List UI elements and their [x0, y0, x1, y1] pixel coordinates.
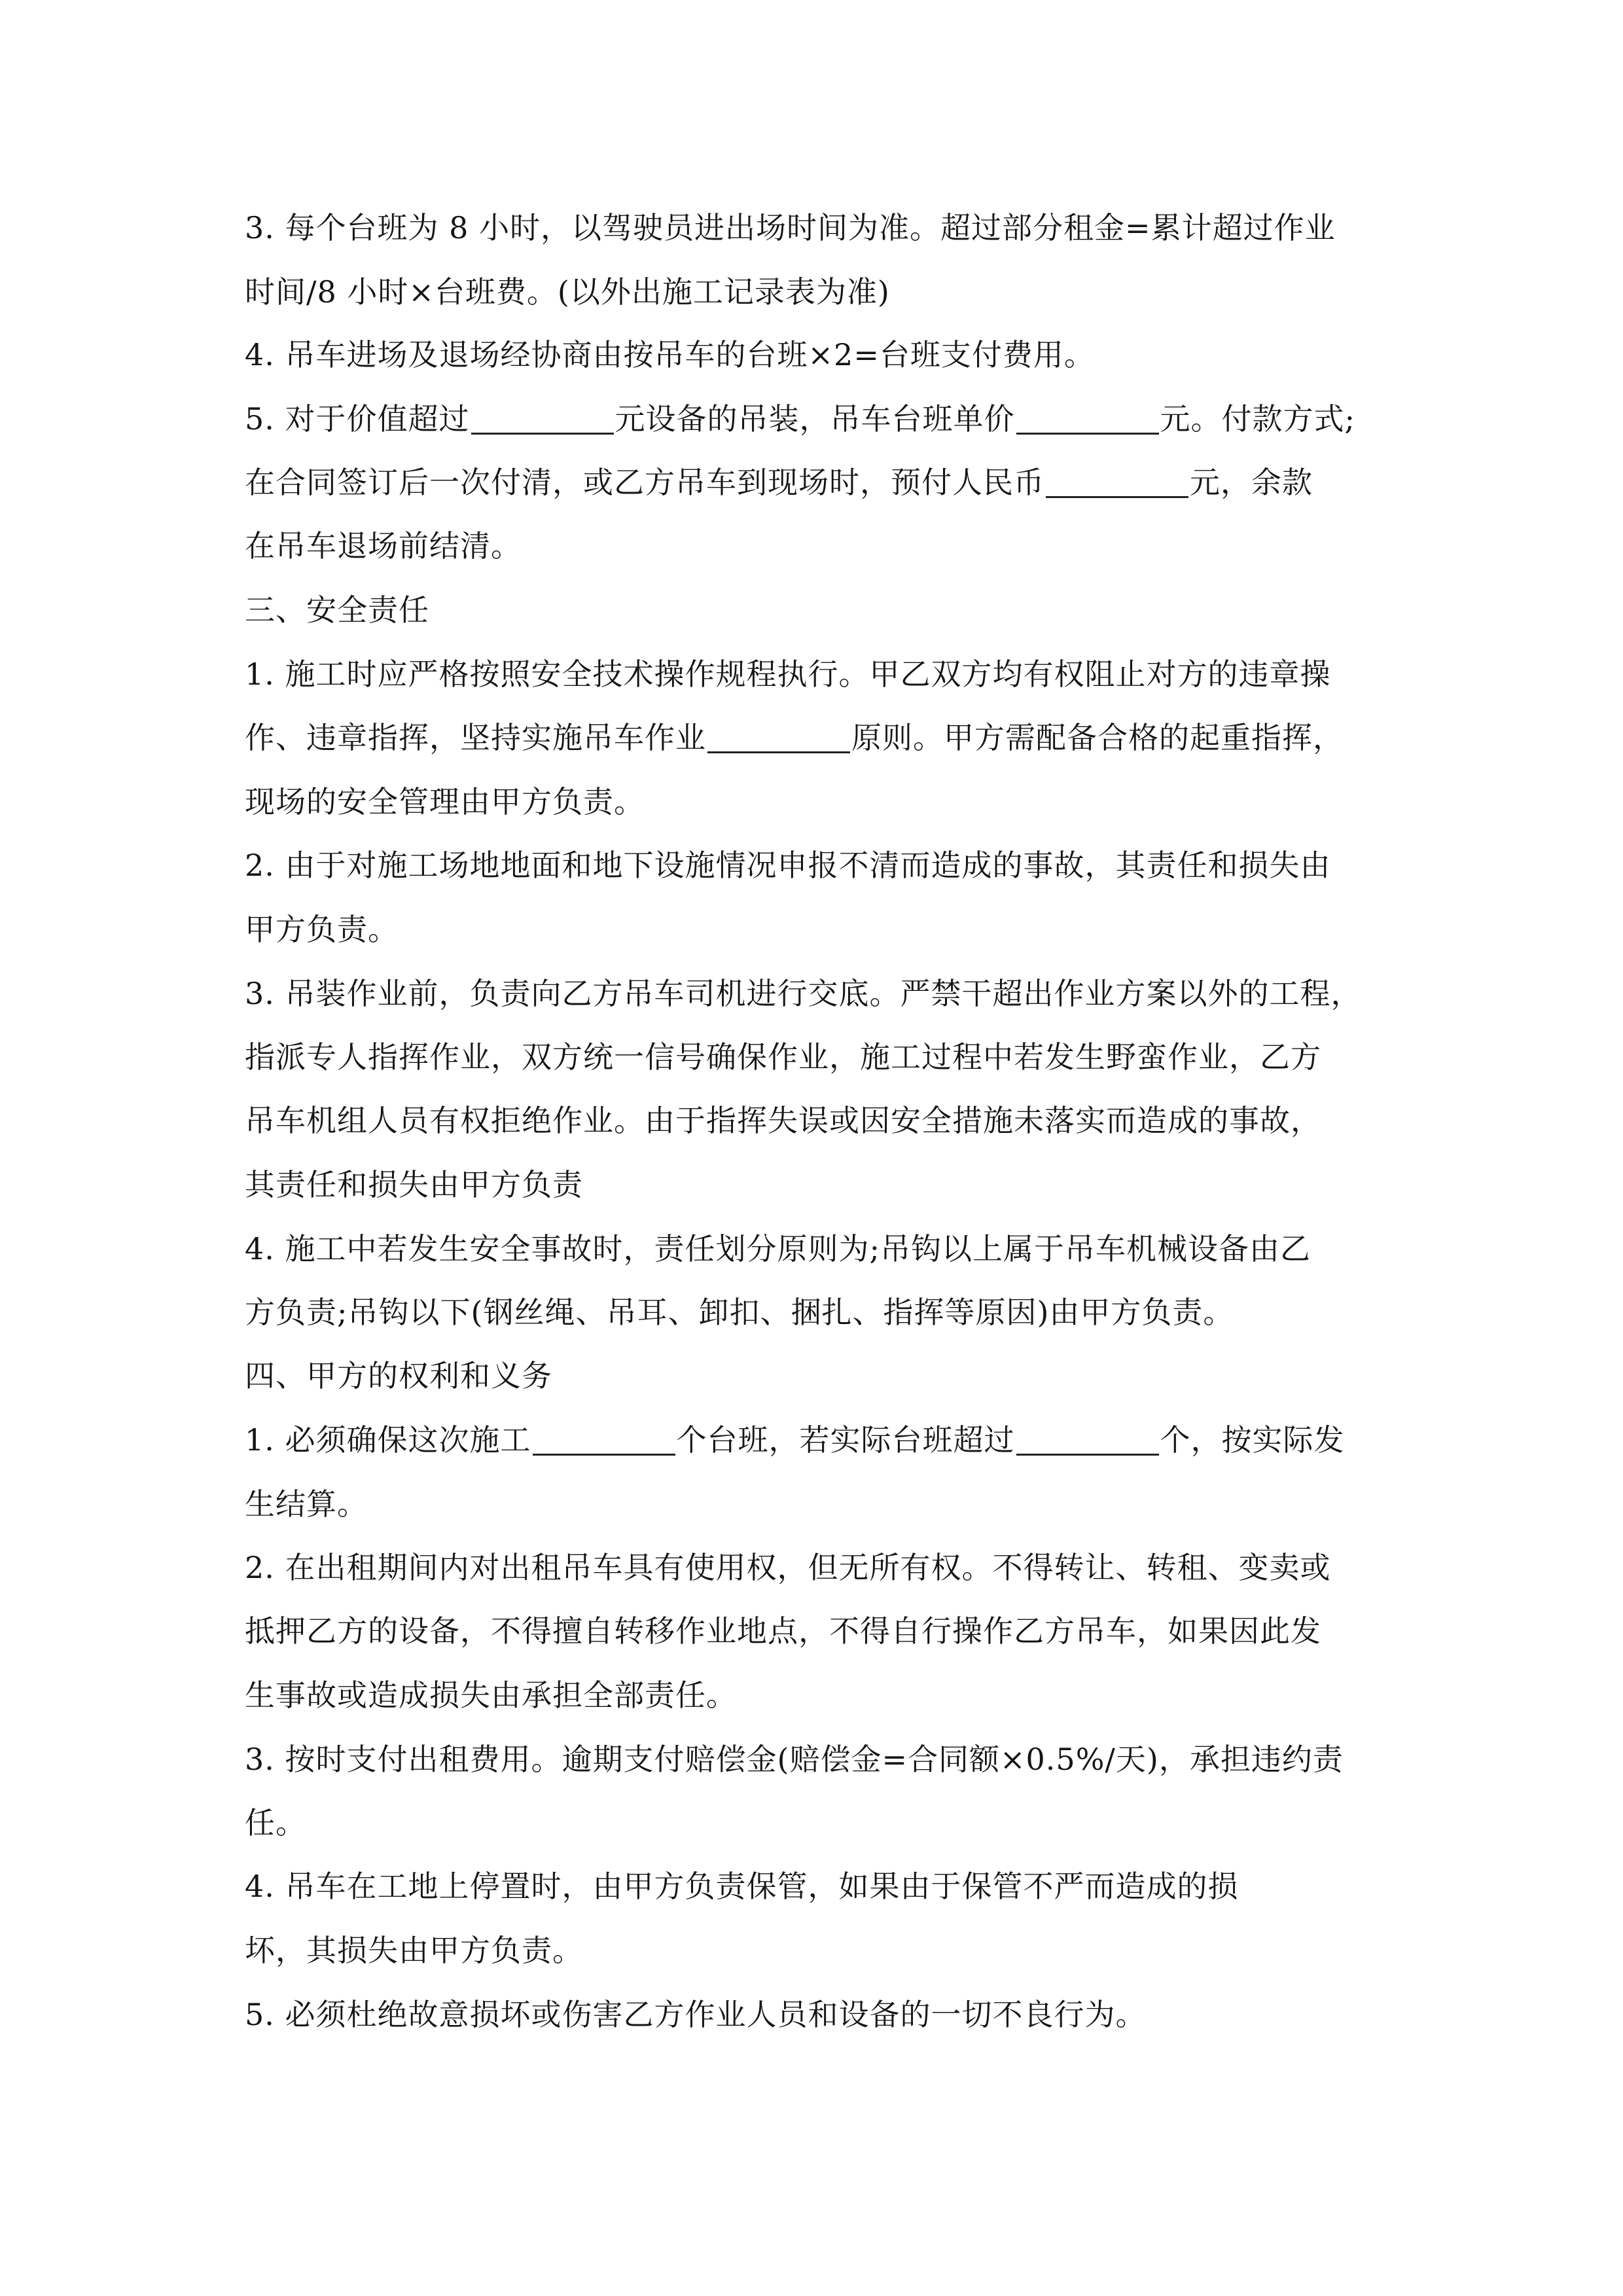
text-segment: 3. 每个台班为 8 小时，以驾驶员进出场时间为准。超过部分租金=累计超过作业 — [245, 210, 1336, 245]
fill-in-blank — [471, 403, 614, 435]
text-segment: 1. 必须确保这次施工 — [245, 1422, 531, 1458]
text-segment: 3. 吊装作业前，负责向乙方吊车司机进行交底。严禁干超出作业方案以外的工程， — [245, 976, 1362, 1011]
text-segment: 元设备的吊装，吊车台班单价 — [615, 401, 1015, 437]
fill-in-blank — [533, 1424, 675, 1456]
text-line — [245, 1419, 1345, 1461]
text-line — [245, 1547, 1331, 1588]
text-segment: 指派专人指挥作业，双方统一信号确保作业，施工过程中若发生野蛮作业，乙方 — [245, 1039, 1321, 1075]
text-segment: 三、安全责任 — [245, 592, 429, 628]
text-segment: 坏，其损失由甲方负责。 — [245, 1933, 583, 1968]
text-line — [245, 1291, 1234, 1333]
text-line — [245, 271, 890, 313]
text-line — [245, 334, 1095, 376]
text-segment: 时间/8 小时×台班费。(以外出施工记录表为准) — [245, 274, 890, 310]
text-line — [245, 1610, 1321, 1652]
text-line — [245, 1738, 1344, 1780]
text-segment: 5. 必须杜绝故意损坏或伤害乙方作业人员和设备的一切不良行为。 — [245, 1997, 1147, 2032]
text-segment: 四、甲方的权利和义务 — [245, 1358, 552, 1393]
text-segment: 4. 吊车进场及退场经协商由按吊车的台班×2=台班支付费用。 — [245, 337, 1095, 372]
text-segment: 4. 施工中若发生安全事故时，责任划分原则为;吊钩以上属于吊车机械设备由乙 — [245, 1231, 1311, 1266]
text-segment: 其责任和损失由甲方负责 — [245, 1167, 583, 1202]
text-segment: 吊车机组人员有权拒绝作业。由于指挥失误或因安全措施未落实而造成的事故， — [245, 1103, 1321, 1138]
text-segment: 任。 — [245, 1805, 306, 1840]
text-line — [245, 973, 1362, 1014]
fill-in-blank — [1046, 466, 1188, 498]
text-segment: 在吊车退场前结清。 — [245, 528, 522, 564]
text-segment: 个，按实际发 — [1160, 1422, 1345, 1458]
text-segment: 4. 吊车在工地上停置时，由甲方负责保管，如果由于保管不严而造成的损 — [245, 1869, 1239, 1904]
text-line — [245, 461, 1313, 503]
text-line — [245, 1036, 1321, 1078]
fill-in-blank — [707, 721, 850, 753]
section-heading — [245, 589, 429, 631]
text-segment: 2. 在出租期间内对出租吊车具有使用权，但无所有权。不得转让、转租、变卖或 — [245, 1550, 1331, 1585]
text-line — [245, 398, 1355, 440]
text-segment: 生事故或造成损失由承担全部责任。 — [245, 1677, 737, 1713]
text-segment: 生结算。 — [245, 1486, 368, 1522]
text-segment: 原则。甲方需配备合格的起重指挥， — [851, 720, 1344, 755]
text-segment: 作、违章指挥，坚持实施吊车作业 — [245, 720, 706, 755]
text-line — [245, 781, 645, 823]
text-segment: 个台班，若实际台班超过 — [676, 1422, 1015, 1458]
text-segment: 元，余款 — [1190, 465, 1313, 500]
section-heading — [245, 1355, 552, 1397]
text-segment: 方负责;吊钩以下(钢丝绳、吊耳、卸扣、捆扎、指挥等原因)由甲方负责。 — [245, 1295, 1234, 1330]
text-line — [245, 1100, 1321, 1141]
text-line — [245, 1483, 368, 1525]
text-line — [245, 1228, 1311, 1270]
text-line — [245, 1929, 583, 1971]
text-line — [245, 207, 1336, 249]
text-line — [245, 717, 1344, 759]
text-line — [245, 908, 399, 950]
text-segment: 2. 由于对施工场地地面和地下设施情况申报不清而造成的事故，其责任和损失由 — [245, 848, 1331, 883]
text-segment: 在合同签订后一次付清，或乙方吊车到现场时，预付人民币 — [245, 465, 1044, 500]
text-line — [245, 1674, 737, 1716]
text-line — [245, 653, 1331, 695]
text-line — [245, 525, 522, 567]
text-line — [245, 1802, 306, 1844]
text-segment: 抵押乙方的设备，不得擅自转移作业地点，不得自行操作乙方吊车，如果因此发 — [245, 1613, 1321, 1649]
text-segment: 3. 按时支付出租费用。逾期支付赔偿金(赔偿金=合同额×0.5%/天)，承担违约责 — [245, 1742, 1344, 1777]
text-line — [245, 1994, 1147, 2036]
fill-in-blank — [1016, 403, 1159, 435]
text-segment: 1. 施工时应严格按照安全技术操作规程执行。甲乙双方均有权阻止对方的违章操 — [245, 656, 1331, 692]
text-segment: 元。付款方式; — [1160, 401, 1356, 437]
text-segment: 甲方负责。 — [245, 912, 399, 947]
text-line — [245, 1164, 583, 1206]
text-segment: 现场的安全管理由甲方负责。 — [245, 784, 645, 819]
text-segment: 5. 对于价值超过 — [245, 401, 470, 437]
text-line — [245, 1865, 1239, 1907]
fill-in-blank — [1016, 1424, 1159, 1456]
text-line — [245, 844, 1331, 886]
